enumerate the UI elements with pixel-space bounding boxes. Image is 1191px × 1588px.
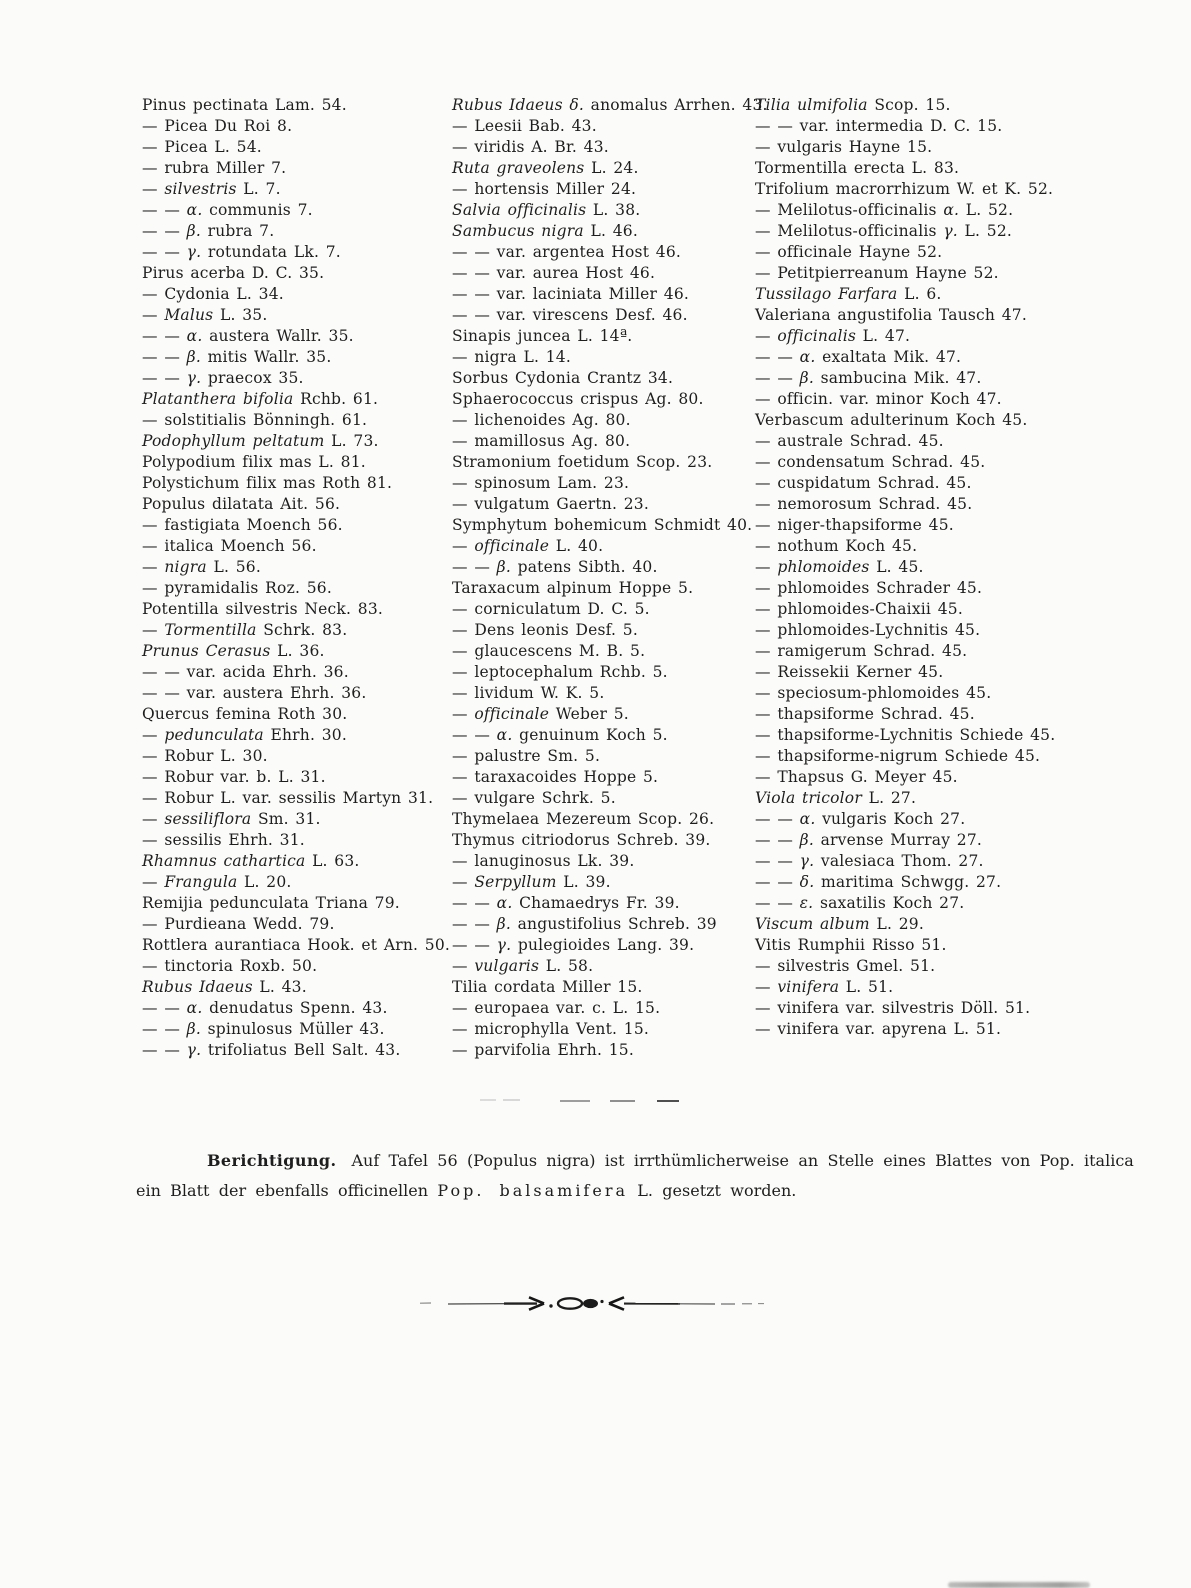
index-entry: Tilia ulmifolia Scop. 15.	[755, 96, 951, 114]
index-column-1	[142, 95, 450, 1061]
index-entry: — sessilis Ehrh. 31.	[142, 831, 305, 849]
index-entry: Symphytum bohemicum Schmidt 40.	[452, 516, 753, 534]
index-entry: — — γ. praecox 35.	[142, 369, 304, 387]
index-entry: — condensatum Schrad. 45.	[755, 453, 986, 471]
index-entry: — Frangula L. 20.	[142, 873, 292, 891]
index-entry: Pinus pectinata Lam. 54.	[142, 96, 347, 114]
index-column-3	[755, 95, 1055, 1040]
index-entry: — phlomoides L. 45.	[755, 558, 924, 576]
index-entry: — — β. mitis Wallr. 35.	[142, 348, 332, 366]
index-entry: — officinale Weber 5.	[452, 705, 629, 723]
index-entry: — thapsiforme-Lychnitis Schiede 45.	[755, 726, 1056, 744]
correction-note	[136, 1146, 1134, 1206]
index-entry: Rottlera aurantiaca Hook. et Arn. 50.	[142, 936, 451, 954]
index-entry: — — var. argentea Host 46.	[452, 243, 682, 261]
index-entry: — officinalis L. 47.	[755, 327, 911, 345]
index-entry: — vulgaris L. 58.	[452, 957, 594, 975]
dash-segment	[610, 1100, 635, 1102]
index-entry: Polypodium filix mas L. 81.	[142, 453, 366, 471]
index-entry: Polystichum filix mas Roth 81.	[142, 474, 393, 492]
dash-segment	[657, 1100, 679, 1102]
index-entry: — — var. aurea Host 46.	[452, 264, 656, 282]
index-entry: Pirus acerba D. C. 35.	[142, 264, 325, 282]
dash-segment	[560, 1100, 590, 1102]
divider-ornament	[418, 1291, 766, 1313]
index-entry: — — α. denudatus Spenn. 43.	[142, 999, 388, 1017]
dash-segment	[503, 1099, 520, 1101]
index-entry: — Petitpierreanum Hayne 52.	[755, 264, 999, 282]
index-entry: — — α. austera Wallr. 35.	[142, 327, 354, 345]
index-entry: Valeriana angustifolia Tausch 47.	[755, 306, 1027, 324]
index-entry: — — var. intermedia D. C. 15.	[755, 117, 1003, 135]
index-entry: Remijia pedunculata Triana 79.	[142, 894, 400, 912]
index-entry: Verbascum adulterinum Koch 45.	[755, 411, 1028, 429]
index-entry: — — α. genuinum Koch 5.	[452, 726, 668, 744]
index-entry: — australe Schrad. 45.	[755, 432, 944, 450]
index-entry: — leptocephalum Rchb. 5.	[452, 663, 668, 681]
index-entry: — fastigiata Moench 56.	[142, 516, 343, 534]
index-entry: — — β. sambucina Mik. 47.	[755, 369, 982, 387]
index-entry: — — var. virescens Desf. 46.	[452, 306, 688, 324]
index-entry: — silvestris Gmel. 51.	[755, 957, 936, 975]
index-column-2	[452, 95, 768, 1061]
index-entry: — Malus L. 35.	[142, 306, 268, 324]
index-entry: — vulgaris Hayne 15.	[755, 138, 933, 156]
index-entry: Salvia officinalis L. 38.	[452, 201, 641, 219]
index-entry: — — β. arvense Murray 27.	[755, 831, 983, 849]
index-entry: — rubra Miller 7.	[142, 159, 287, 177]
index-entry: — mamillosus Ag. 80.	[452, 432, 631, 450]
index-entry: — — γ. rotundata Lk. 7.	[142, 243, 341, 261]
index-entry: Trifolium macrorrhizum W. et K. 52.	[755, 180, 1054, 198]
index-entry: — Reissekii Kerner 45.	[755, 663, 944, 681]
index-entry: — taraxacoides Hoppe 5.	[452, 768, 659, 786]
index-entry: — pyramidalis Roz. 56.	[142, 579, 332, 597]
index-entry: — nigra L. 14.	[452, 348, 571, 366]
index-entry: — viridis A. Br. 43.	[452, 138, 609, 156]
index-entry: — lanuginosus Lk. 39.	[452, 852, 635, 870]
index-entry: Podophyllum peltatum L. 73.	[142, 432, 379, 450]
index-entry: — niger-thapsiforme 45.	[755, 516, 954, 534]
index-entry: Viola tricolor L. 27.	[755, 789, 917, 807]
index-entry: — Picea L. 54.	[142, 138, 262, 156]
correction-emphasized-name: Pop. balsamifera	[437, 1181, 629, 1200]
index-entry: Quercus femina Roth 30.	[142, 705, 348, 723]
index-entry: — Picea Du Roi 8.	[142, 117, 293, 135]
index-entry: — ramigerum Schrad. 45.	[755, 642, 968, 660]
index-entry: Tussilago Farfara L. 6.	[755, 285, 942, 303]
index-entry: — italica Moench 56.	[142, 537, 317, 555]
index-entry: — Tormentilla Schrk. 83.	[142, 621, 348, 639]
index-entry: Sinapis juncea L. 14ª.	[452, 327, 633, 345]
index-entry: Tormentilla erecta L. 83.	[755, 159, 960, 177]
index-entry: — phlomoides-Lychnitis 45.	[755, 621, 981, 639]
correction-line-2-start: ein Blatt der ebenfalls officinellen	[136, 1181, 438, 1200]
index-entry: — vulgare Schrk. 5.	[452, 789, 616, 807]
index-entry: — — β. rubra 7.	[142, 222, 275, 240]
index-entry: Vitis Rumphii Risso 51.	[755, 936, 947, 954]
index-entry: — — α. Chamaedrys Fr. 39.	[452, 894, 680, 912]
index-entry: — lividum W. K. 5.	[452, 684, 605, 702]
scan-smudge	[948, 1582, 1090, 1588]
correction-line-2	[136, 1176, 1028, 1206]
index-entry: — spinosum Lam. 23.	[452, 474, 630, 492]
index-entry: — corniculatum D. C. 5.	[452, 600, 650, 618]
correction-line-1	[136, 1146, 1134, 1176]
index-entry: — pedunculata Ehrh. 30.	[142, 726, 347, 744]
index-entry: Thymelaea Mezereum Scop. 26.	[452, 810, 715, 828]
index-entry: Sphaerococcus crispus Ag. 80.	[452, 390, 704, 408]
index-entry: — — β. patens Sibth. 40.	[452, 558, 658, 576]
index-entry: — parvifolia Ehrh. 15.	[452, 1041, 634, 1059]
index-entry: Thymus citriodorus Schreb. 39.	[452, 831, 711, 849]
index-entry: — tinctoria Roxb. 50.	[142, 957, 318, 975]
index-entry: Ruta graveolens L. 24.	[452, 159, 639, 177]
dash-segment	[480, 1099, 496, 1101]
correction-heading: Berichtigung.	[207, 1151, 337, 1170]
index-entry: — Robur L. var. sessilis Martyn 31.	[142, 789, 434, 807]
index-entry: Sambucus nigra L. 46.	[452, 222, 638, 240]
index-entry: — nothum Koch 45.	[755, 537, 918, 555]
index-entry: Rhamnus cathartica L. 63.	[142, 852, 360, 870]
index-entry: — silvestris L. 7.	[142, 180, 281, 198]
index-entry: — — β. angustifolius Schreb. 39	[452, 915, 717, 933]
index-entry: — — γ. valesiaca Thom. 27.	[755, 852, 984, 870]
index-entry: — — α. vulgaris Koch 27.	[755, 810, 966, 828]
index-entry: — nemorosum Schrad. 45.	[755, 495, 973, 513]
index-entry: — europaea var. c. L. 15.	[452, 999, 661, 1017]
index-entry: — vinifera var. apyrena L. 51.	[755, 1020, 1002, 1038]
index-entry: — — γ. pulegioides Lang. 39.	[452, 936, 695, 954]
correction-line-2-end: L. gesetzt worden.	[628, 1181, 797, 1200]
index-entry: Viscum album L. 29.	[755, 915, 924, 933]
index-entry: — microphylla Vent. 15.	[452, 1020, 650, 1038]
index-entry: — vulgatum Gaertn. 23.	[452, 495, 649, 513]
index-entry: — Thapsus G. Meyer 45.	[755, 768, 958, 786]
index-entry: — — var. laciniata Miller 46.	[452, 285, 690, 303]
index-entry: — solstitialis Bönningh. 61.	[142, 411, 368, 429]
index-entry: — palustre Sm. 5.	[452, 747, 601, 765]
index-entry: — — var. austera Ehrh. 36.	[142, 684, 367, 702]
index-entry: Populus dilatata Ait. 56.	[142, 495, 341, 513]
index-entry: — Serpyllum L. 39.	[452, 873, 611, 891]
index-entry: Rubus Idaeus L. 43.	[142, 978, 307, 996]
index-entry: Taraxacum alpinum Hoppe 5.	[452, 579, 694, 597]
index-entry: — sessiliflora Sm. 31.	[142, 810, 321, 828]
index-entry: Sorbus Cydonia Crantz 34.	[452, 369, 674, 387]
index-entry: — officinale L. 40.	[452, 537, 604, 555]
index-entry: — Cydonia L. 34.	[142, 285, 284, 303]
index-entry: — hortensis Miller 24.	[452, 180, 637, 198]
index-entry: — Purdieana Wedd. 79.	[142, 915, 335, 933]
index-entry: — phlomoides Schrader 45.	[755, 579, 983, 597]
index-entry: — cuspidatum Schrad. 45.	[755, 474, 972, 492]
index-entry: — — β. spinulosus Müller 43.	[142, 1020, 385, 1038]
index-entry: — vinifera var. silvestris Döll. 51.	[755, 999, 1031, 1017]
index-entry: — vinifera L. 51.	[755, 978, 894, 996]
index-entry: Prunus Cerasus L. 36.	[142, 642, 325, 660]
correction-line-1-text: Auf Tafel 56 (Populus nigra) ist irrthümlicherweise an Stelle eines Blattes von Pop. italica	[351, 1151, 1134, 1170]
index-entry: — thapsiforme Schrad. 45.	[755, 705, 975, 723]
index-entry: — — δ. maritima Schwgg. 27.	[755, 873, 1002, 891]
index-entry: Tilia cordata Miller 15.	[452, 978, 643, 996]
index-entry: Rubus Idaeus δ. anomalus Arrhen. 43.	[452, 96, 768, 114]
index-entry: — phlomoides-Chaixii 45.	[755, 600, 963, 618]
index-entry: — thapsiforme-nigrum Schiede 45.	[755, 747, 1041, 765]
index-entry: — Melilotus-officinalis α. L. 52.	[755, 201, 1014, 219]
index-entry: — officinale Hayne 52.	[755, 243, 943, 261]
index-entry: Stramonium foetidum Scop. 23.	[452, 453, 713, 471]
index-entry: — lichenoides Ag. 80.	[452, 411, 631, 429]
index-entry: — Melilotus-officinalis γ. L. 52.	[755, 222, 1013, 240]
index-entry: — officin. var. minor Koch 47.	[755, 390, 1002, 408]
index-entry: — Dens leonis Desf. 5.	[452, 621, 638, 639]
index-entry: — nigra L. 56.	[142, 558, 261, 576]
index-entry: — speciosum-phlomoides 45.	[755, 684, 992, 702]
index-entry: Potentilla silvestris Neck. 83.	[142, 600, 384, 618]
index-entry: — — α. exaltata Mik. 47.	[755, 348, 962, 366]
index-entry: — — α. communis 7.	[142, 201, 313, 219]
index-entry: — — var. acida Ehrh. 36.	[142, 663, 349, 681]
index-entry: — Robur var. b. L. 31.	[142, 768, 326, 786]
index-entry: — Robur L. 30.	[142, 747, 268, 765]
index-entry: — — γ. trifoliatus Bell Salt. 43.	[142, 1041, 401, 1059]
index-entry: — Leesii Bab. 43.	[452, 117, 597, 135]
index-entry: — glaucescens M. B. 5.	[452, 642, 646, 660]
index-entry: Platanthera bifolia Rchb. 61.	[142, 390, 379, 408]
index-entry: — — ε. saxatilis Koch 27.	[755, 894, 965, 912]
